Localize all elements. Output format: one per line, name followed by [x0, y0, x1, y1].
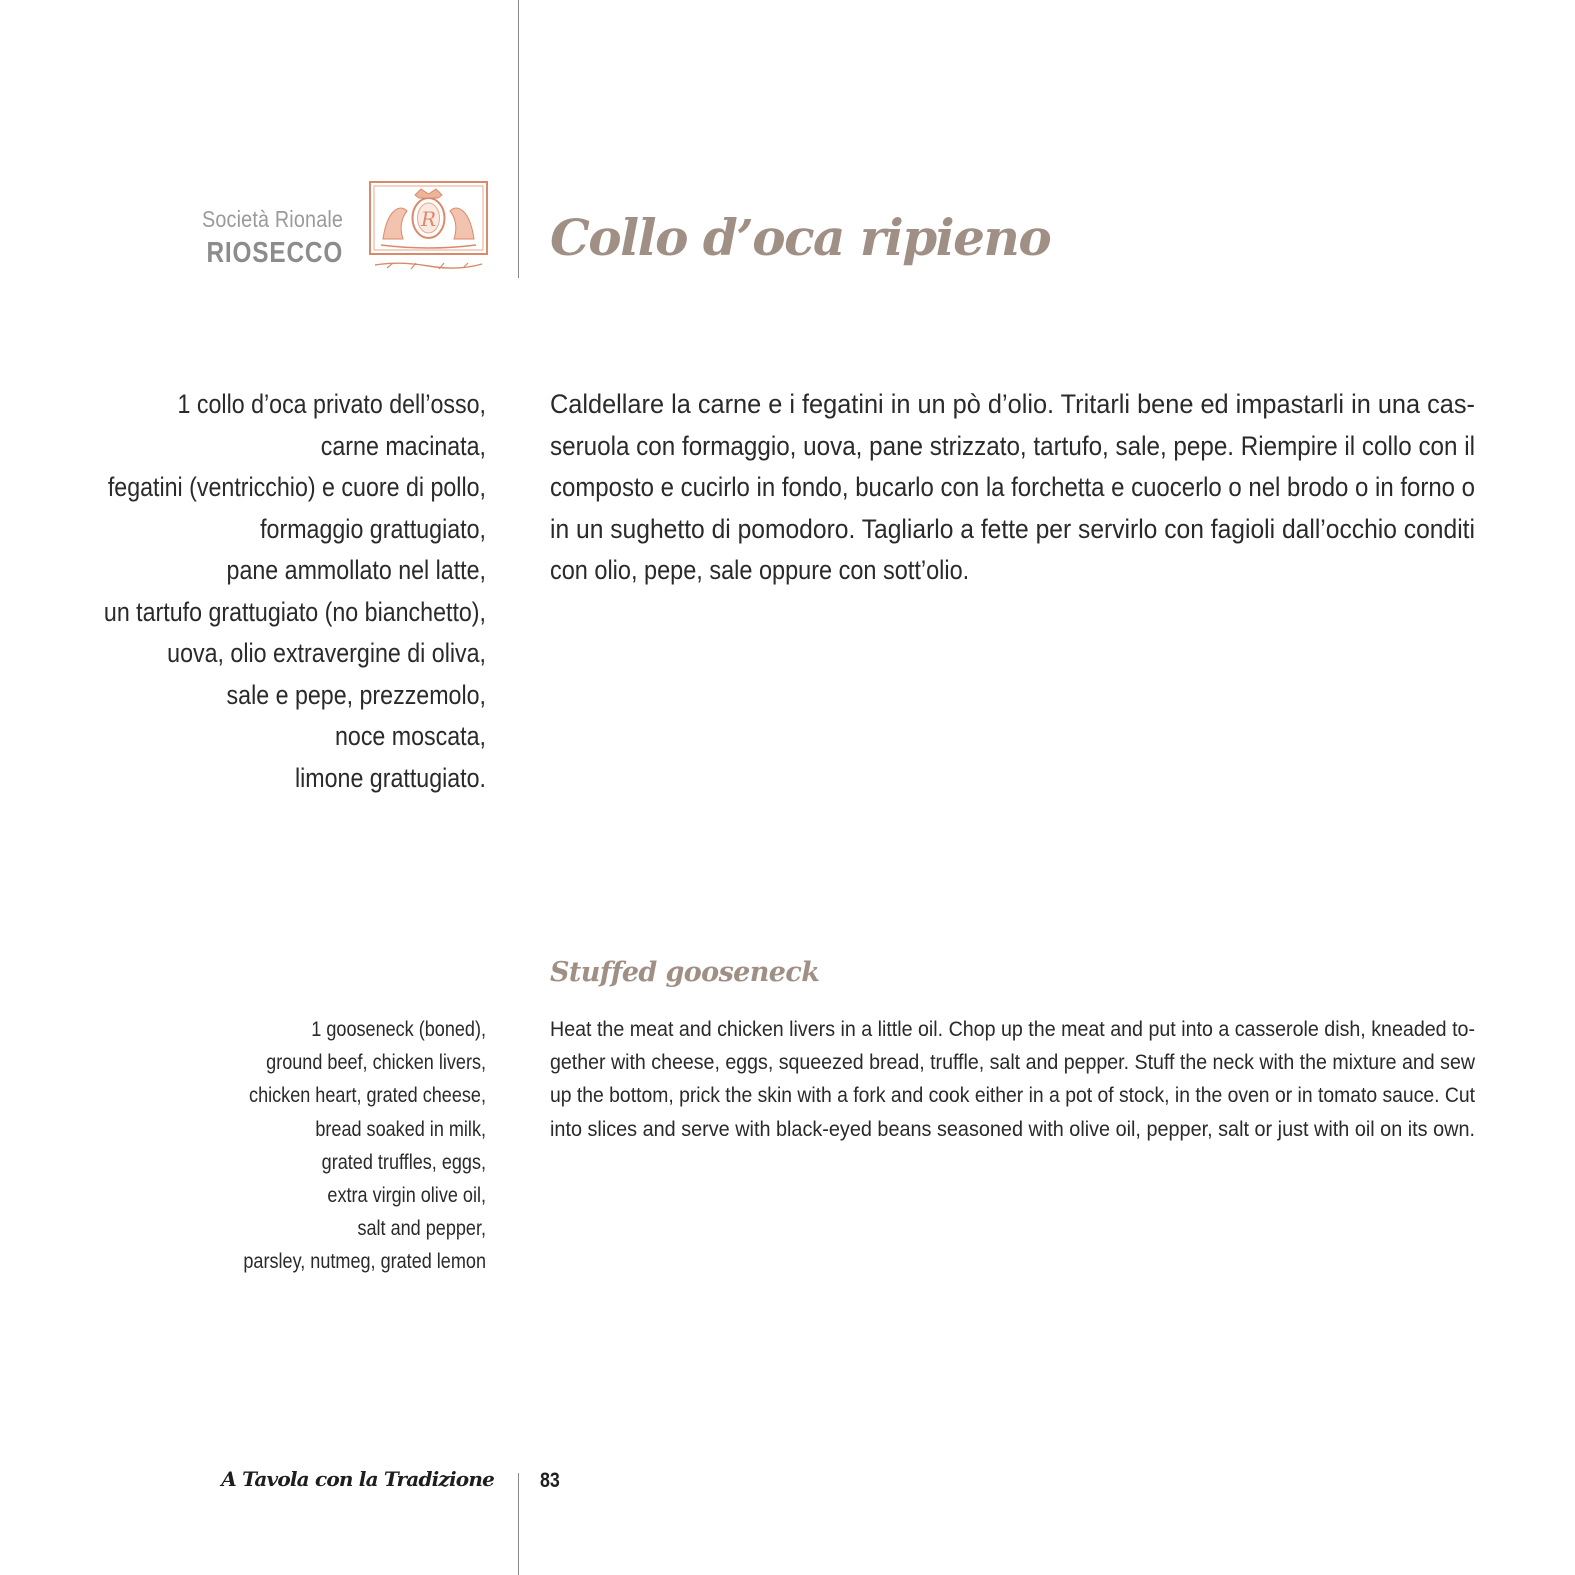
ingredient-line: chicken heart, grated cheese, [249, 1084, 486, 1108]
ingredient-line: extra virgin olive oil, [327, 1184, 486, 1208]
ingredient-line: sale e pepe, prezzemolo, [226, 679, 486, 710]
ingredient-line: parsley, nutmeg, grated lemon [243, 1250, 486, 1274]
ingredient-line: uova, olio extravergine di oliva, [167, 638, 486, 668]
page-number: 83 [540, 1469, 560, 1492]
english-procedure [550, 1013, 1475, 1146]
ingredient-line: bread soaked in milk, [315, 1117, 486, 1141]
crest-logo [369, 181, 488, 273]
ingredient-line: fegatini (ventricchio) e cuore di pollo, [107, 472, 486, 502]
procedure-line: up the bottom, prick the skin with a fork and cook either in a pot of stock, in the oven or in tomato sauce. Cut [550, 1084, 1475, 1108]
italian-procedure [550, 384, 1475, 592]
ingredient-line: formaggio grattugiato, [260, 513, 486, 544]
society-line1: Società Rionale [201, 206, 343, 232]
vertical-divider-top [518, 0, 519, 278]
procedure-line: gether with cheese, eggs, squeezed bread, truffle, salt and pepper. Stuff the neck with the mixture and sew [550, 1051, 1475, 1075]
svg-text:R: R [420, 207, 437, 231]
english-ingredients [86, 1013, 486, 1279]
procedure-line: Caldellare la carne e i fegatini in un pò d’olio. Tritarli bene ed impastarli in una cas- [550, 389, 1475, 419]
ingredient-line: un tartufo grattugiato (no bianchetto), [103, 596, 487, 627]
procedure-line: Heat the meat and chicken livers in a little oil. Chop up the meat and put into a casserole dish, kneaded to- [550, 1018, 1475, 1041]
recipe-title: Collo d’oca ripieno [550, 208, 1051, 267]
society-line2: RIOSECCO [206, 237, 343, 269]
ingredient-line: ground beef, chicken livers, [266, 1051, 486, 1075]
procedure-line: composto e cucirlo in fondo, bucarlo con la forchetta e cuocerlo o nel brodo o in forno o [550, 472, 1475, 502]
society-name [179, 208, 343, 268]
ingredient-line: 1 collo d’oca privato dell’osso, [177, 389, 486, 419]
italian-ingredients [26, 384, 486, 799]
ingredient-line: salt and pepper, [357, 1217, 486, 1241]
ingredient-line: noce moscata, [334, 721, 486, 751]
ingredient-line: limone grattugiato. [294, 762, 486, 793]
ingredient-line: 1 gooseneck (boned), [311, 1018, 486, 1041]
ingredient-line: pane ammollato nel latte, [226, 555, 486, 585]
book-title: A Tavola con la Tradizione [221, 1467, 494, 1491]
english-subtitle: Stuffed gooseneck [550, 957, 820, 988]
procedure-line: seruola con formaggio, uova, pane strizzato, tartufo, sale, pepe. Riempire il collo con il [550, 430, 1475, 461]
vertical-divider-bottom [518, 1473, 519, 1575]
procedure-line: into slices and serve with black-eyed beans seasoned with olive oil, pepper, salt or just with oil on its own. [550, 1117, 1475, 1141]
procedure-line: in un sughetto di pomodoro. Tagliarlo a fette per servirlo con fagioli dall’occhio conditi [550, 513, 1475, 544]
procedure-line: con olio, pepe, sale oppure con sott’olio. [550, 555, 970, 585]
ingredient-line: grated truffles, eggs, [321, 1150, 486, 1174]
ingredient-line: carne macinata, [320, 430, 486, 461]
